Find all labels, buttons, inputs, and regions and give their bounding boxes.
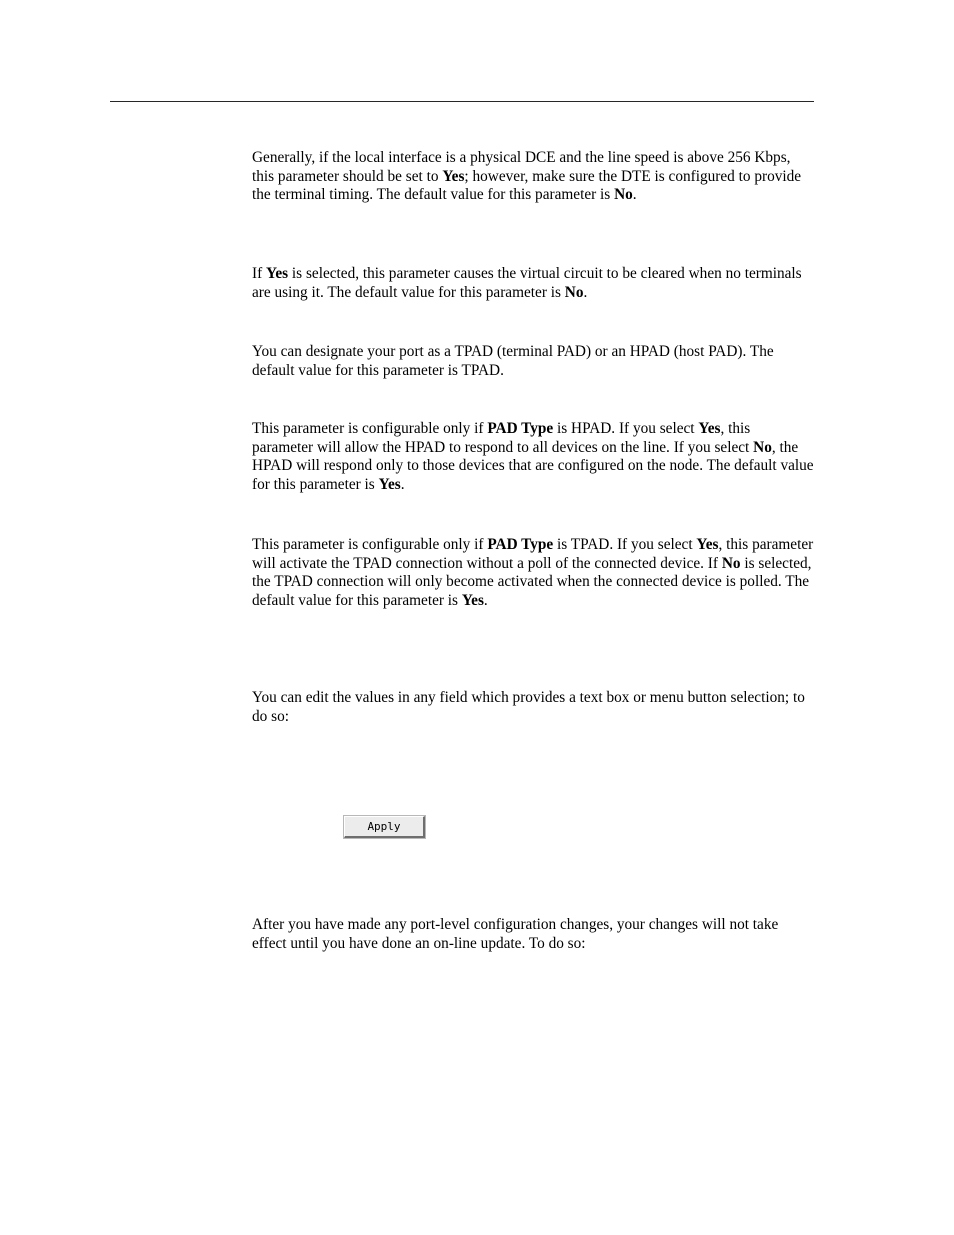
header-rule	[110, 101, 814, 102]
paragraph-online-update: After you have made any port-level configuration changes, your changes will not take effect until you have done an on-line update. To do so:	[252, 916, 779, 952]
paragraph-terminal-timing: Generally, if the local interface is a physical DCE and the line speed is above 256 Kbps, this parameter should be set to Yes; however, make sure the DTE is configured to provide the terminal timing. The default value for this parameter is No.	[252, 149, 802, 204]
apply-button[interactable]: Apply	[344, 816, 425, 838]
paragraph-pad-type: You can designate your port as a TPAD (terminal PAD) or an HPAD (host PAD). The default value for this parameter is TPAD.	[252, 343, 774, 379]
paragraph-clear-circuit: If Yes is selected, this parameter causes the virtual circuit to be cleared when no terminals are using it. The default value for this parameter is No.	[252, 265, 802, 301]
paragraph-edit-values: You can edit the values in any field which provides a text box or menu button selection; to do so:	[252, 689, 805, 725]
paragraph-hpad: This parameter is configurable only if PAD Type is HPAD. If you select Yes, this parameter will allow the HPAD to respond to all devices on the line. If you select No, the HPAD will respond only to those devices that are configured on the node. The default value for this parameter is Yes.	[252, 420, 814, 494]
paragraph-tpad: This parameter is configurable only if PAD Type is TPAD. If you select Yes, this parameter will activate the TPAD connection without a poll of the connected device. If No is selected, the TPAD connection will only become activated when the connected device is polled. The default value for this parameter is Yes.	[252, 536, 814, 610]
